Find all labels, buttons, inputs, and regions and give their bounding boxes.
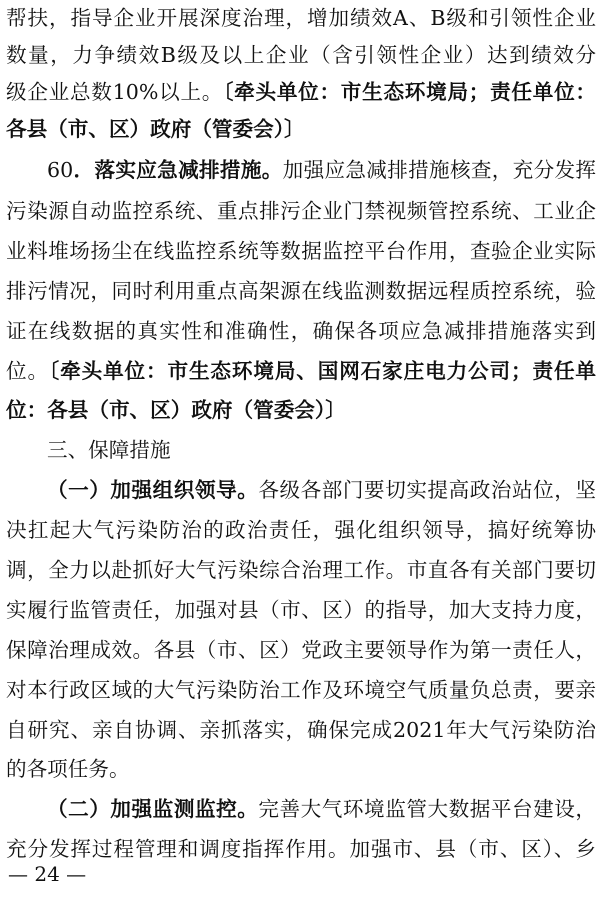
- text-line: 位：各县（市、区）政府（管委会）〕: [6, 398, 346, 422]
- text-line: 位。〔牵头单位：市生态环境局、国网石家庄电力公司；责任单: [6, 359, 597, 383]
- text-line: 对本行政区域的大气污染防治工作及环境空气质量负总责，要亲: [6, 678, 596, 702]
- text-line: 数量，力争绩效B级及以上企业（含引领性企业）达到绩效分: [6, 43, 596, 67]
- text-line: 决扛起大气污染防治的政治责任，强化组织领导，搞好统筹协: [6, 518, 596, 542]
- text-line: 60．落实应急减排措施。加强应急减排措施核查，充分发挥: [47, 158, 597, 182]
- text-line: 调，全力以赴抓好大气污染综合治理工作。市直各有关部门要切: [6, 558, 596, 582]
- text-line: 排污情况，同时利用重点高架源在线监测数据远程质控系统，验: [6, 279, 596, 303]
- text-line: 级企业总数10%以上。〔牵头单位：市生态环境局；责任单位：: [6, 80, 597, 104]
- text-line: 各县（市、区）政府（管委会）〕: [6, 117, 305, 141]
- text-line: 自研究、亲自协调、亲抓落实，确保完成2021年大气污染防治: [6, 718, 596, 742]
- text-line: 污染源自动监控系统、重点排污企业门禁视频管控系统、工业企: [6, 199, 596, 223]
- page-number: — 24 —: [8, 862, 87, 886]
- text-line: 业料堆场扬尘在线监控系统等数据监控平台作用，查验企业实际: [6, 239, 596, 263]
- text-line: 的各项任务。: [6, 757, 130, 781]
- text-line: （二）加强监测监控。完善大气环境监管大数据平台建设，: [47, 797, 597, 821]
- text-line: 保障治理成效。各县（市、区）党政主要领导作为第一责任人，: [6, 638, 596, 662]
- text-line: 证在线数据的真实性和准确性，确保各项应急减排措施落实到: [6, 319, 596, 343]
- text-line: 实履行监管责任，加强对县（市、区）的指导，加大支持力度，: [6, 598, 596, 622]
- text-line: 充分发挥过程管理和调度指挥作用。加强市、县（市、区）、乡: [6, 837, 596, 861]
- text-line: 帮扶，指导企业开展深度治理，增加绩效A、B级和引领性企业: [6, 6, 596, 30]
- text-line: （一）加强组织领导。各级各部门要切实提高政治站位，坚: [47, 478, 597, 502]
- section-heading: 三、保障措施: [47, 438, 171, 462]
